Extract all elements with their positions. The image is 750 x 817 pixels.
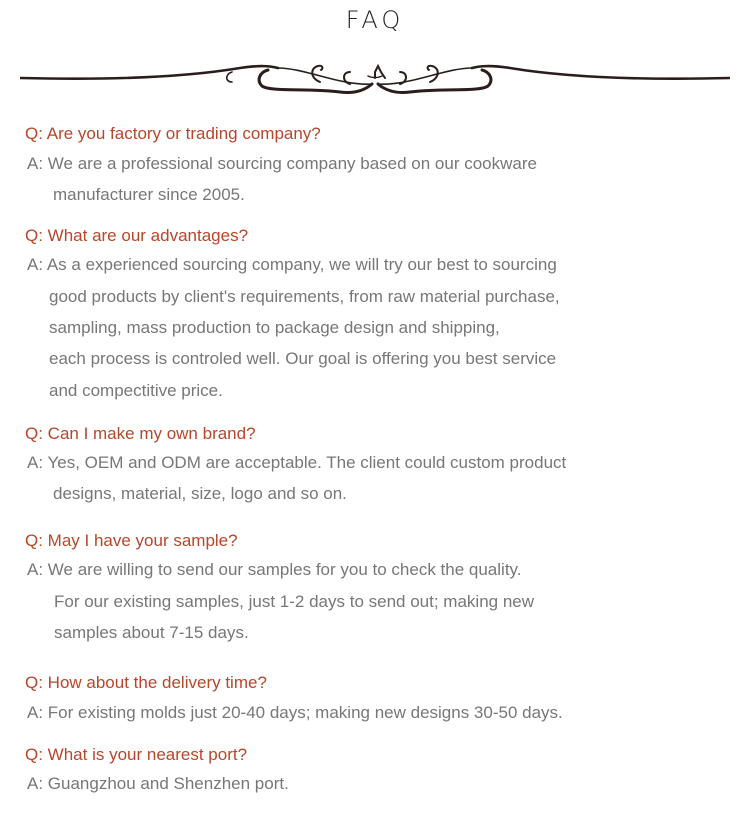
faq-answer-line: and compectitive price. (49, 381, 223, 400)
faq-question: Q: What are our advantages? (25, 226, 249, 245)
faq-answer-line: good products by client's requirements, from raw material purchase, (49, 287, 560, 306)
faq-answer-line: A: We are a professional sourcing company based on our cookware (27, 154, 537, 173)
page-title: FAQ (345, 6, 405, 34)
ornamental-divider-icon (20, 58, 730, 98)
faq-answer-line: A: Yes, OEM and ODM are acceptable. The client could custom product (27, 453, 567, 472)
faq-answer-line: A: Guangzhou and Shenzhen port. (27, 774, 289, 793)
faq-answer-line: A: We are willing to send our samples for you to check the quality. (27, 560, 522, 579)
faq-answer-line: samples about 7-15 days. (54, 623, 249, 642)
faq-answer-line: For our existing samples, just 1-2 days to send out; making new (54, 592, 535, 611)
faq-answer-line: manufacturer since 2005. (53, 185, 245, 204)
faq-answer-line: sampling, mass production to package design and shipping, (49, 318, 500, 337)
faq-question: Q: Are you factory or trading company? (25, 124, 321, 143)
faq-answer-line: designs, material, size, logo and so on. (53, 484, 347, 503)
faq-question: Q: Can I make my own brand? (25, 424, 256, 443)
faq-answer-line: A: For existing molds just 20-40 days; making new designs 30-50 days. (27, 703, 563, 722)
faq-answer-line: each process is controled well. Our goal is offering you best service (49, 349, 557, 368)
faq-question: Q: What is your nearest port? (25, 745, 248, 764)
faq-answer-line: A: As a experienced sourcing company, we will try our best to sourcing (27, 255, 557, 274)
faq-question: Q: May I have your sample? (25, 531, 238, 550)
faq-question: Q: How about the delivery time? (25, 673, 267, 692)
